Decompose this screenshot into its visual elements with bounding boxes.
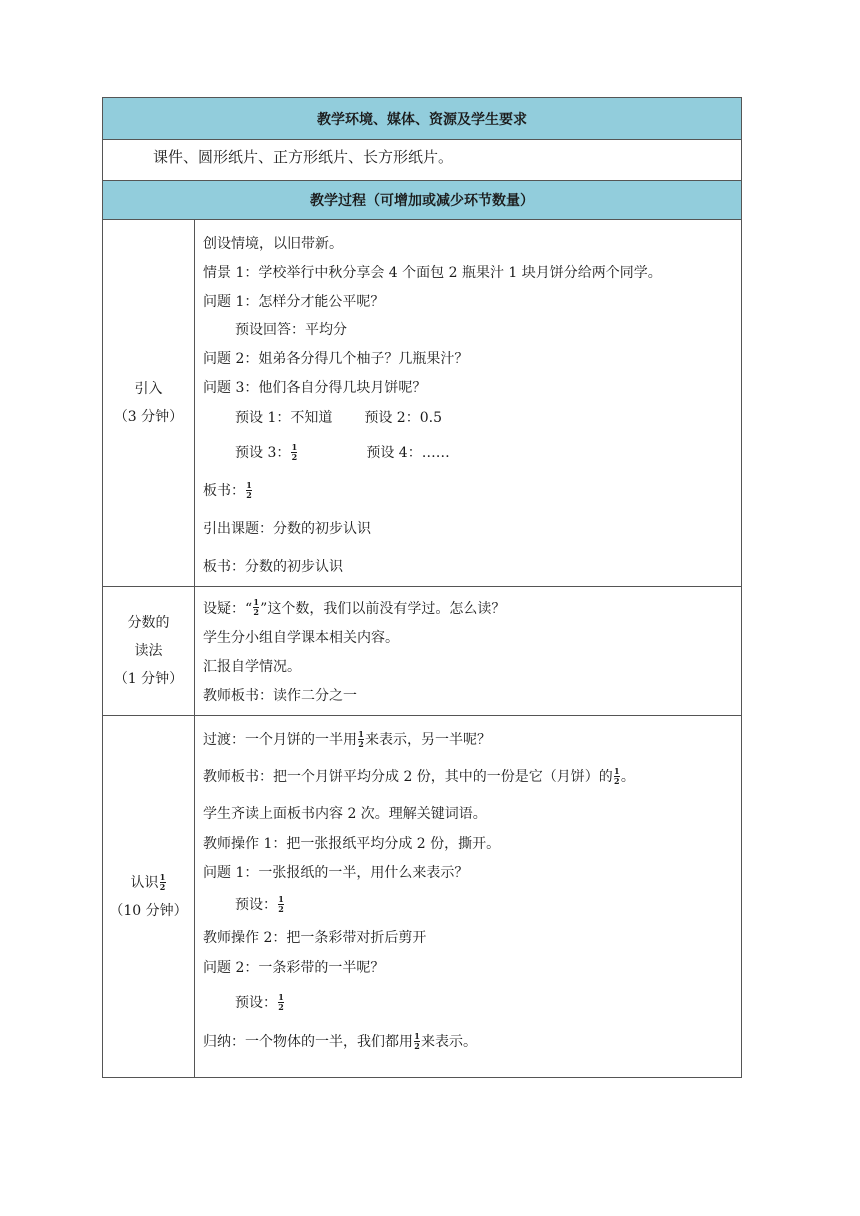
line (203, 756, 733, 796)
fraction-half: $\frac{1}{2}$ (246, 479, 252, 500)
section-recognize-time: （10 分钟） (109, 902, 188, 919)
line-part: 。 (620, 769, 635, 785)
line-part: 设疑：“ (203, 600, 253, 617)
line (203, 472, 733, 508)
section-recognize-title: 认识 $\frac{1}{2}$ (130, 872, 166, 892)
fraction-half: $\frac{1}{2}$ (414, 1030, 420, 1051)
header-environment: 教学环境、媒体、资源及学生要求 (103, 98, 742, 140)
line: 汇报自学情况。 (203, 658, 301, 675)
line (203, 886, 733, 922)
line: 问题 2：姐弟各分得几个柚子？几瓶果汁？ (203, 350, 469, 367)
line: 学生分小组自学课本相关内容。 (203, 629, 399, 646)
section-reading-title-2: 读法 (134, 643, 163, 659)
line (203, 432, 733, 472)
section-intro-time: （3 分钟） (113, 409, 184, 425)
line-part: 预设： (235, 897, 277, 913)
line (203, 401, 733, 432)
preset-1: 预设 1：不知道 (235, 409, 333, 426)
line: 问题 2：一条彩带的一半呢？ (203, 960, 385, 976)
line (203, 593, 733, 622)
line (203, 722, 733, 756)
fraction-half: $\frac{1}{2}$ (253, 597, 259, 617)
line-part: 来表示。 (421, 1034, 477, 1050)
line: 问题 1：怎样分才能公平呢？ (203, 293, 385, 310)
preset-3: 预设 3： (235, 445, 291, 461)
section-intro-title: 引入 (134, 381, 163, 397)
preset-4: 预设 4：…… (366, 445, 450, 461)
fraction-half: $\frac{1}{2}$ (614, 765, 620, 786)
section-recognize-label (103, 716, 195, 1078)
line: 情景 1：学校举行中秋分享会 4 个面包 2 瓶果汁 1 块月饼分给两个同学。 (203, 264, 662, 281)
line: 板书：分数的初步认识 (203, 559, 343, 575)
lesson-plan-table (102, 97, 742, 1078)
section-reading-label (103, 587, 195, 716)
fraction-half: $\frac{1}{2}$ (291, 441, 298, 462)
line-part: 过渡：一个月饼的一半用 (203, 732, 357, 748)
line: 教师板书：读作二分之一 (203, 687, 357, 704)
section-recognize-body (195, 716, 742, 1078)
line: 问题 1：一张报纸的一半，用什么来表示？ (203, 864, 469, 881)
fraction-half: $\frac{1}{2}$ (358, 728, 364, 749)
resources-text: 课件、圆形纸片、正方形纸片、长方形纸片。 (153, 148, 454, 166)
section-reading-time: （1 分钟） (113, 671, 184, 687)
fraction-half: $\frac{1}{2}$ (278, 893, 284, 914)
line (203, 1022, 733, 1060)
line: 引出课题：分数的初步认识 (203, 521, 371, 537)
board-label: 板书： (203, 483, 245, 499)
line-part: ”这个数，我们以前没有学过。怎么读？ (260, 600, 506, 617)
header-process: 教学过程（可增加或减少环节数量） (103, 181, 742, 220)
line: 预设回答：平均分 (235, 322, 347, 338)
line-part: 教师板书：把一个月饼平均分成 2 份，其中的一份是它（月饼）的 (203, 769, 613, 785)
line: 学生齐读上面板书内容 2 次。理解关键词语。 (203, 805, 487, 822)
resources-cell (103, 140, 742, 181)
line-part: 预设： (235, 995, 277, 1011)
line: 教师操作 1：把一张报纸平均分成 2 份，撕开。 (203, 836, 501, 852)
line: 创设情境，以旧带新。 (203, 236, 343, 252)
line-part: 来表示，另一半呢？ (365, 732, 491, 748)
line: 教师操作 2：把一条彩带对折后剪开 (203, 930, 427, 946)
line-part: 归纳：一个物体的一半，我们都用 (203, 1034, 413, 1050)
section-intro-label (103, 220, 195, 587)
section-intro-body (195, 220, 742, 587)
fraction-half: $\frac{1}{2}$ (159, 872, 166, 892)
fraction-half: $\frac{1}{2}$ (278, 991, 284, 1012)
line (203, 982, 733, 1022)
section-reading-title-1: 分数的 (127, 615, 170, 631)
line: 问题 3：他们各自分得几块月饼呢？ (203, 379, 427, 396)
section-reading-body (195, 587, 742, 716)
preset-2: 预设 2：0.5 (364, 409, 442, 426)
